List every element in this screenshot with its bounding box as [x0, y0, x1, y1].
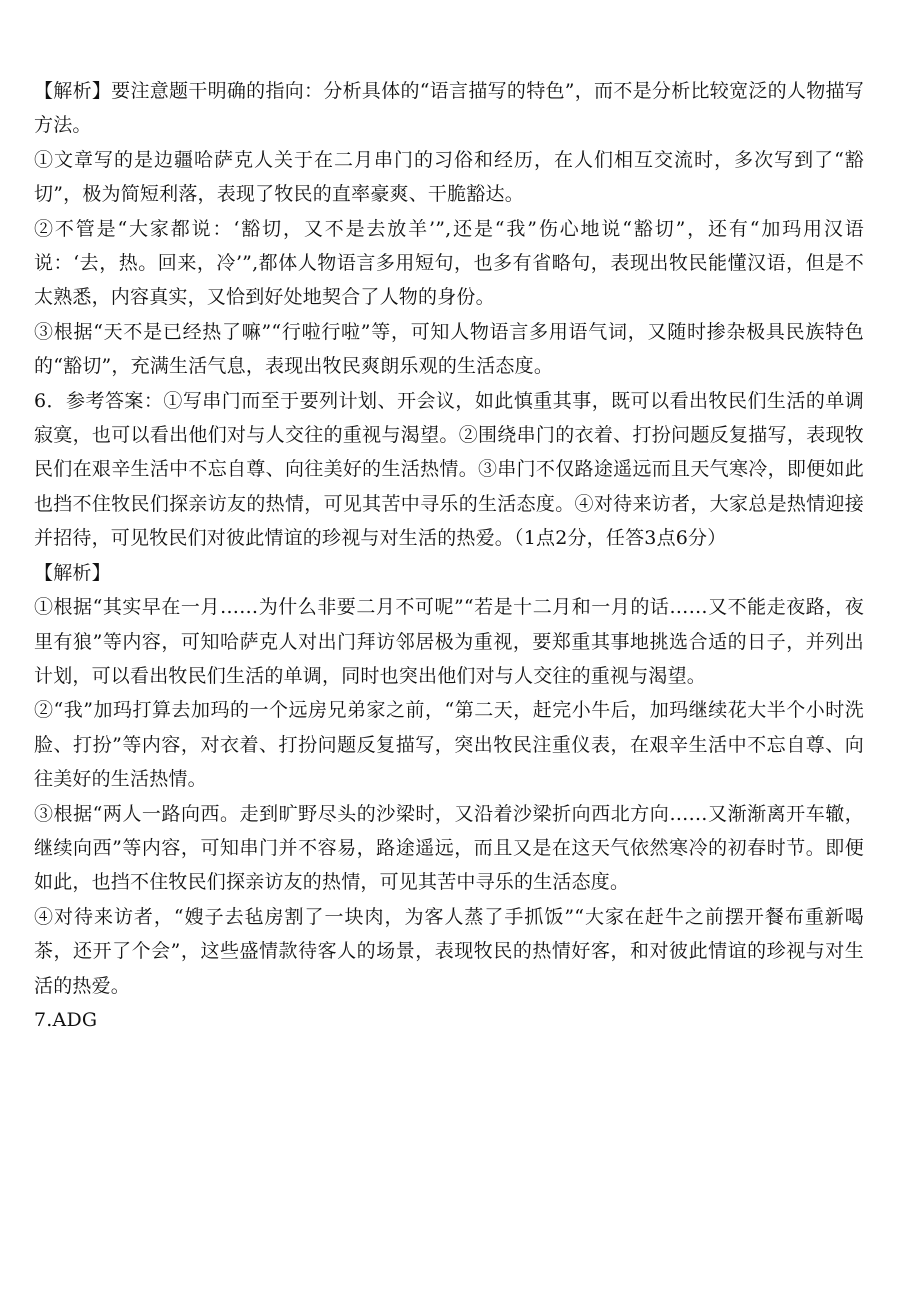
q6-analysis-point-1: ①根据“其实早在一月……为什么非要二月不可呢”“若是十二月和一月的话……又不能走夜路，夜里有狼”等内容，可知哈萨克人对出门拜访邻居极为重视，要郑重其事地挑选合适的日子，并列出计划，可以看出牧民们生活的单调，同时也突出他们对与人交往的重视与渴望。 [34, 596, 864, 687]
q5-analysis-point-2: ②不管是“大家都说：‘豁切，又不是去放羊’”,还是“我”伤心地说“豁切”，还有“加玛用汉语说：‘去，热。回来，冷’”,都体人物语言多用短句，也多有省略句，表现出牧民能懂汉语，但是不太熟悉，内容真实，又恰到好处地契合了人物的身份。 [34, 217, 864, 309]
q6-analysis-point-4: ④对待来访者，“嫂子去毡房割了一块肉，为客人蒸了手抓饭”“大家在赶牛之前摆开餐布重新喝茶，还开了个会”，这些盛情款待客人的场景，表现牧民的热情好客，和对彼此情谊的珍视与对生活的热爱。 [34, 905, 864, 997]
q6-analysis-point-3: ③根据“两人一路向西。走到旷野尽头的沙梁时，又沿着沙梁折向西北方向……又渐渐离开车辙，继续向西”等内容，可知串门并不容易，路途遥远，而且又是在这天气依然寒冷的初春时节。即便如此，也挡不住牧民们探亲访友的热情，可见其苦中寻乐的生活态度。 [34, 802, 864, 894]
q5-analysis-point-1: ①文章写的是边疆哈萨克人关于在二月串门的习俗和经历，在人们相互交流时，多次写到了“豁切”，极为简短利落，表现了牧民的直率豪爽、干脆豁达。 [34, 148, 864, 206]
q6-analysis-point-2: ②“我”加玛打算去加玛的一个远房兄弟家之前，“第二天，赶完小牛后，加玛继续花大半个小时洗脸、打扮”等内容，对衣着、打扮问题反复描写，突出牧民注重仪表，在艰辛生活中不忘自尊、向往美好的生活热情。 [34, 699, 864, 791]
q5-analysis-point-3: ③根据“天不是已经热了嘛”“行啦行啦”等，可知人物语言多用语气词，又随时掺杂极具民族特色的“豁切”，充满生活气息，表现出牧民爽朗乐观的生活态度。 [34, 320, 864, 378]
q6-analysis-heading: 【解析】 [34, 561, 111, 584]
answer-document [34, 74, 864, 1037]
q6-reference-answer: 6．参考答案：①写串门而至于要列计划、开会议，如此慎重其事，既可以看出牧民们生活的单调寂寞，也可以看出他们对与人交往的重视与渴望。②围绕串门的衣着、打扮问题反复描写，表现牧民们在艰辛生活中不忘自尊、向往美好的生活热情。③串门不仅路途遥远而且天气寒冷，即便如此也挡不住牧民们探亲访友的热情，可见其苦中寻乐的生活态度。④对待来访者，大家总是热情迎接并招待，可见牧民们对彼此情谊的珍视与对生活的热爱。（1点2分，任答3点6分） [34, 389, 864, 550]
q7-answer: 7.ADG [34, 1008, 98, 1031]
q5-analysis-intro: 【解析】要注意题干明确的指向：分析具体的“语言描写的特色”，而不是分析比较宽泛的人物描写方法。 [34, 80, 864, 137]
